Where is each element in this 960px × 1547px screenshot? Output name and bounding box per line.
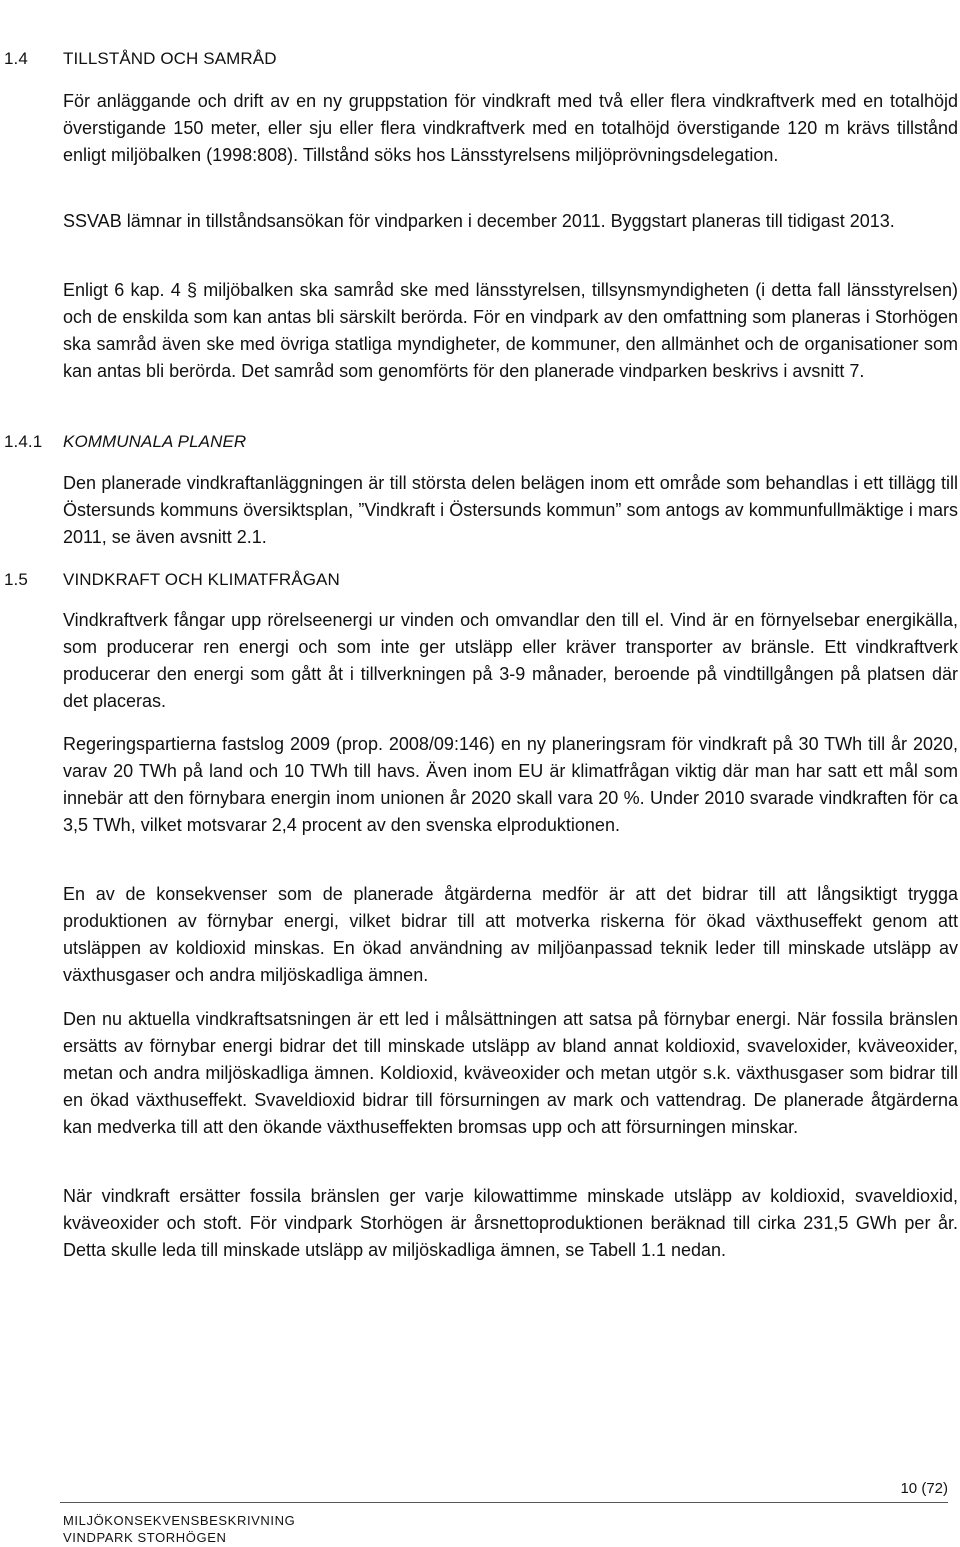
footer-divider xyxy=(60,1502,948,1503)
page-number: 10 (72) xyxy=(900,1480,948,1497)
section-title: KOMMUNALA PLANER xyxy=(63,432,247,451)
footer-document-type: MILJÖKONSEKVENSBESKRIVNING xyxy=(63,1513,296,1528)
paragraph-planning-framework: Regeringspartierna fastslog 2009 (prop. 2008/09:146) en ny planeringsram för vindkraft på 30 TWh till år 2020, varav 20 TWh på land och 10 TWh till havs. Även inom EU är klimatfrågan viktig där man har satt ett mål som innebär att den förnybara energin inom unionen år 2020 skall vara 20 %. Under 2010 svarade vindkraften för ca 3,5 TWh, vilket motsvarar 2,4 procent av den svenska elproduktionen. xyxy=(63,734,958,835)
consultation-text-after: miljöbalken ska samråd ske med länsstyrelsen, tillsynsmyndigheten (i detta fall länsstyrelsen) och de enskilda som kan antas bli särskilt berörda. För en vindpark av den omfattning som planeras i Storhögen ska samråd även ske med övriga statliga myndigheter, de kommuner, den allmänhet och de organisationer som kan antas bli berörda. Det samråd som genomförts för den planerade vindparken beskrivs i avsnitt 7. xyxy=(63,280,958,381)
paragraph-wind-energy: Vindkraftverk fångar upp rörelseenergi ur vinden och omvandlar den till el. Vind är en förnyelsebar energikälla, som producerar ren energi och som inte ger utsläpp eller kräver transporter av bränsle. Ett vindkraftverk producerar den energi som gått åt i tillverkningen på 3-9 månader, beroende på vindtillgången på platsen där det placeras. xyxy=(63,610,958,711)
paragraph-consequences: En av de konsekvenser som de planerade åtgärderna medför är att det bidrar till att långsiktigt trygga produktionen av förnybar energi, vilket bidrar till att motverka riskerna för ökad växthuseffekt genom att utsläppen av koldioxid minskas. En ökad användning av miljöanpassad teknik leder till minskade utsläpp av växthusgaser och andra miljöskadliga ämnen. xyxy=(63,884,958,985)
paragraph-emission-reduction: När vindkraft ersätter fossila bränslen ger varje kilowattimme minskade utsläpp av koldioxid, svaveldioxid, kväveoxider och stoft. För vindpark Storhögen är årsnettoproduktionen beräknad till cirka 231,5 GWh per år. Detta skulle leda till minskade utsläpp av miljöskadliga ämnen, se Tabell 1.1 nedan. xyxy=(63,1186,958,1260)
consultation-text-before: Enligt 6 kap. 4 xyxy=(63,280,188,300)
section-symbol-icon: § xyxy=(187,280,198,300)
section-number: 1.4.1 xyxy=(4,432,43,451)
section-title: VINDKRAFT OCH KLIMATFRÅGAN xyxy=(63,570,340,589)
paragraph-application-timeline: SSVAB lämnar in tillståndsansökan för vindparken i december 2011. Byggstart planeras till tidigast 2013. xyxy=(63,211,895,231)
section-number: 1.4 xyxy=(4,49,28,68)
paragraph-municipal-plans: Den planerade vindkraftanläggningen är till största delen belägen inom ett område som behandlas i ett tillägg till Östersunds kommuns översiktsplan, ”Vindkraft i Östersunds kommun” som antogs av kommunfullmäktige i mars 2011, se även avsnitt 2.1. xyxy=(63,473,958,547)
paragraph-renewable-goal: Den nu aktuella vindkraftsatsningen är ett led i målsättningen att satsa på förnybar energi. När fossila bränslen ersätts av förnybar energi bidrar det till minskade utsläpp av bland annat koldioxid, svaveloxider, kväveoxider, metan och andra miljöskadliga ämnen. Koldioxid, kväveoxider och metan utgör s.k. växthusgaser som bidrar till en ökad växthuseffekt. Svaveldioxid bidrar till försurningen av mark och vattendrag. De planerade åtgärderna kan medverka till att den ökande växthuseffekten bromsas upp och att försurningen minskar. xyxy=(63,1009,958,1137)
section-number: 1.5 xyxy=(4,570,28,589)
paragraph-consultation xyxy=(63,277,958,385)
footer-project-name: VINDPARK STORHÖGEN xyxy=(63,1530,227,1545)
paragraph-permit-requirement: För anläggande och drift av en ny gruppstation för vindkraft med två eller flera vindkraftverk med en totalhöjd överstigande 150 meter, eller sju eller flera vindkraftverk med en totalhöjd överstigande 120 m krävs tillstånd enligt miljöbalken (1998:808). Tillstånd söks hos Länsstyrelsens miljöprövningsdelegation. xyxy=(63,91,958,165)
section-title: TILLSTÅND OCH SAMRÅD xyxy=(63,49,277,68)
